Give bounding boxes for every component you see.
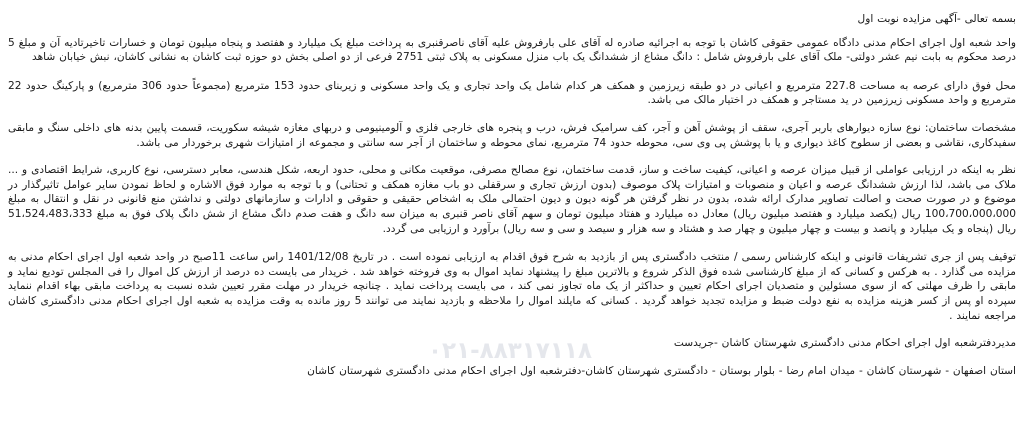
notice-title: بسمه تعالی -آگهی مزایده نوبت اول xyxy=(857,13,1016,25)
notice-paragraph-property: محل فوق دارای عرصه به مساحت 227.8 مترمربع و اعیانی در دو طبقه زیرزمین و همکف هر کدام شامل یک واحد تجاری و یک واحد مسکونی و زیربنای حدود 153 مترمربع (مجموعاً حدود 306 مترمربع) و پارکینگ حدود 22 مترمربع و واحد مسکونی زیرزمین در ید مستاجر و همکف در اختیار مالک می باشد. xyxy=(8,79,1016,107)
notice-address: استان اصفهان - شهرستان کاشان - میدان امام رضا - بلوار بوستان - دادگستری شهرستان کاشان-دفترشعبه اول اجرای احکام مدنی دادگستری شهرستان کاشان xyxy=(307,364,1016,377)
phone-watermark: ۰۲۱-۸۸۳۱۷۱۱۸ xyxy=(428,338,592,364)
notice-paragraph-intro: واحد شعبه اول اجرای احکام مدنی دادگاه عمومی حقوقی کاشان با توجه به اجرائیه صادره له آقای علی بارفروش علیه آقای ناصرقنبری به پرداخت مبلغ یک میلیارد و هفتصد و پنجاه میلیون تومان و خسارات تاخیرتادیه آن و مبلغ 5 درصد محکوم به بابت نیم عشر دولتی- ملک آقای علی بارفروش شامل : دانگ مشاع از ششدانگ یک باب منزل مسکونی به پلاک ثبتی 2751 فرعی از دو اصلی بخش دو حوزه ثبت کاشان به نشانی کاشان، نبش خیابان شاهد xyxy=(8,36,1016,64)
notice-paragraph-auction-terms: توقیف پس از جری تشریفات قانونی و اینکه کارشناس رسمی / منتخب دادگستری پس از بازدید به شرح فوق اقدام به ارزیابی نموده است . در تاریخ 1401/12/08 راس ساعت 11صبح در واحد شعبه اول اجرای احکام مدنی به مزایده می گذارد . به هرکس و کسانی که از مبلغ کارشناسی شده فوق الذکر شروع و بالاترین مبلغ را پیشنهاد نماید اموال به وی فروخته خواهد شد . خریدار می بایست ده درصد از ارزش کل اموال را فی المجلس تودیع نماید و مابقی را ظرف مهلتی که از سوی مسئولین و متصدیان اجرای احکام تعیین و حداکثر از یک ماه تجاوز نمی کند ، می بایست پرداخت نماید . چنانچه خریدار در مهلت مقرر تعیین شده نسبت به پرداخت مابقی بهاء اقدام ننماید سپرده او پس از کسر هزینه مزایده به نفع دولت ضبط و مزایده تجدید خواهد گردید . کسانی که مایلند اموال را ملاحظه و بازدید نمایند می توانند 5 روز مانده به وقت مزایده به شعبه اول اجرای احکام مدنی دادگستری کاشان مراجعه نمایند . xyxy=(8,251,1016,322)
notice-signature: مدیردفترشعبه اول اجرای احکام مدنی دادگستری شهرستان کاشان -جریدست xyxy=(673,337,1016,350)
notice-paragraph-valuation: نظر به اینکه در ارزیابی عواملی از قبیل میزان عرصه و اعیانی، کیفیت ساخت و ساز، قدمت ساختمان، نوع مصالح مصرفی، موقعیت مکانی و محلی، حدود اربعه، شکل هندسی، معابر دسترسی، نوع کاربری، شرایط اقتصادی و ... ملاک می باشد، لذا ارزش ششدانگ عرصه و اعیان و منصوبات و امتیازات پلاک موصوف (بدون ارزش تجاری و سرقفلی دو باب مغازه همکف و تحتانی) و با توجه به موارد فوق الاشاره و لحاظ نمودن سایر عوامل تاثیرگذار در موضوع و در صورت صحت و اصالت تصاویر مدارک ارائه شده، بدون در نظر گرفتن هر گونه دیون و دیون احتمالی ملک به اشخاص حقیقی و حقوقی و ادارات و سازمانهای دولتی و نداشتن منع قانونی در نقل و انتقال به مبلغ 100،700،000،000 ریال (یکصد میلیارد و هفتصد میلیون ریال) معادل ده میلیارد و هفتاد میلیون تومان و سهم آقای ناصر قنبری به میزان سه دانگ و هفت صدم دانگ مشاع از شش دانگ پلاک فوق به مبلغ 51،524،483،333 ریال (پنجاه و یک میلیارد و پانصد و بیست و چهار میلیون و چهار صد و هشتاد و سه هزار و سیصد و سی و سه ریال) برآورد و ارزیابی می گردد. xyxy=(8,164,1016,235)
notice-paragraph-building-specs: مشخصات ساختمان: نوع سازه دیوارهای باربر آجری، سقف از پوشش آهن و آجر، کف سرامیک فرش، درب و پنجره های خارجی فلزی و آلومینیومی و دربهای مغازه شیشه سکوریت، قسمت پایین بدنه های داخلی سنگ و مابقی سفیدکاری، نقاشی و بعضی از سطوح کاغذ دیواری و یا با پوشش پی وی سی، محوطه حدود 74 مترمربع، نمای محوطه و ساختمان از آجر سه سانتی و مجموعه از امتیازات شهری برخوردار می باشد. xyxy=(8,121,1016,149)
